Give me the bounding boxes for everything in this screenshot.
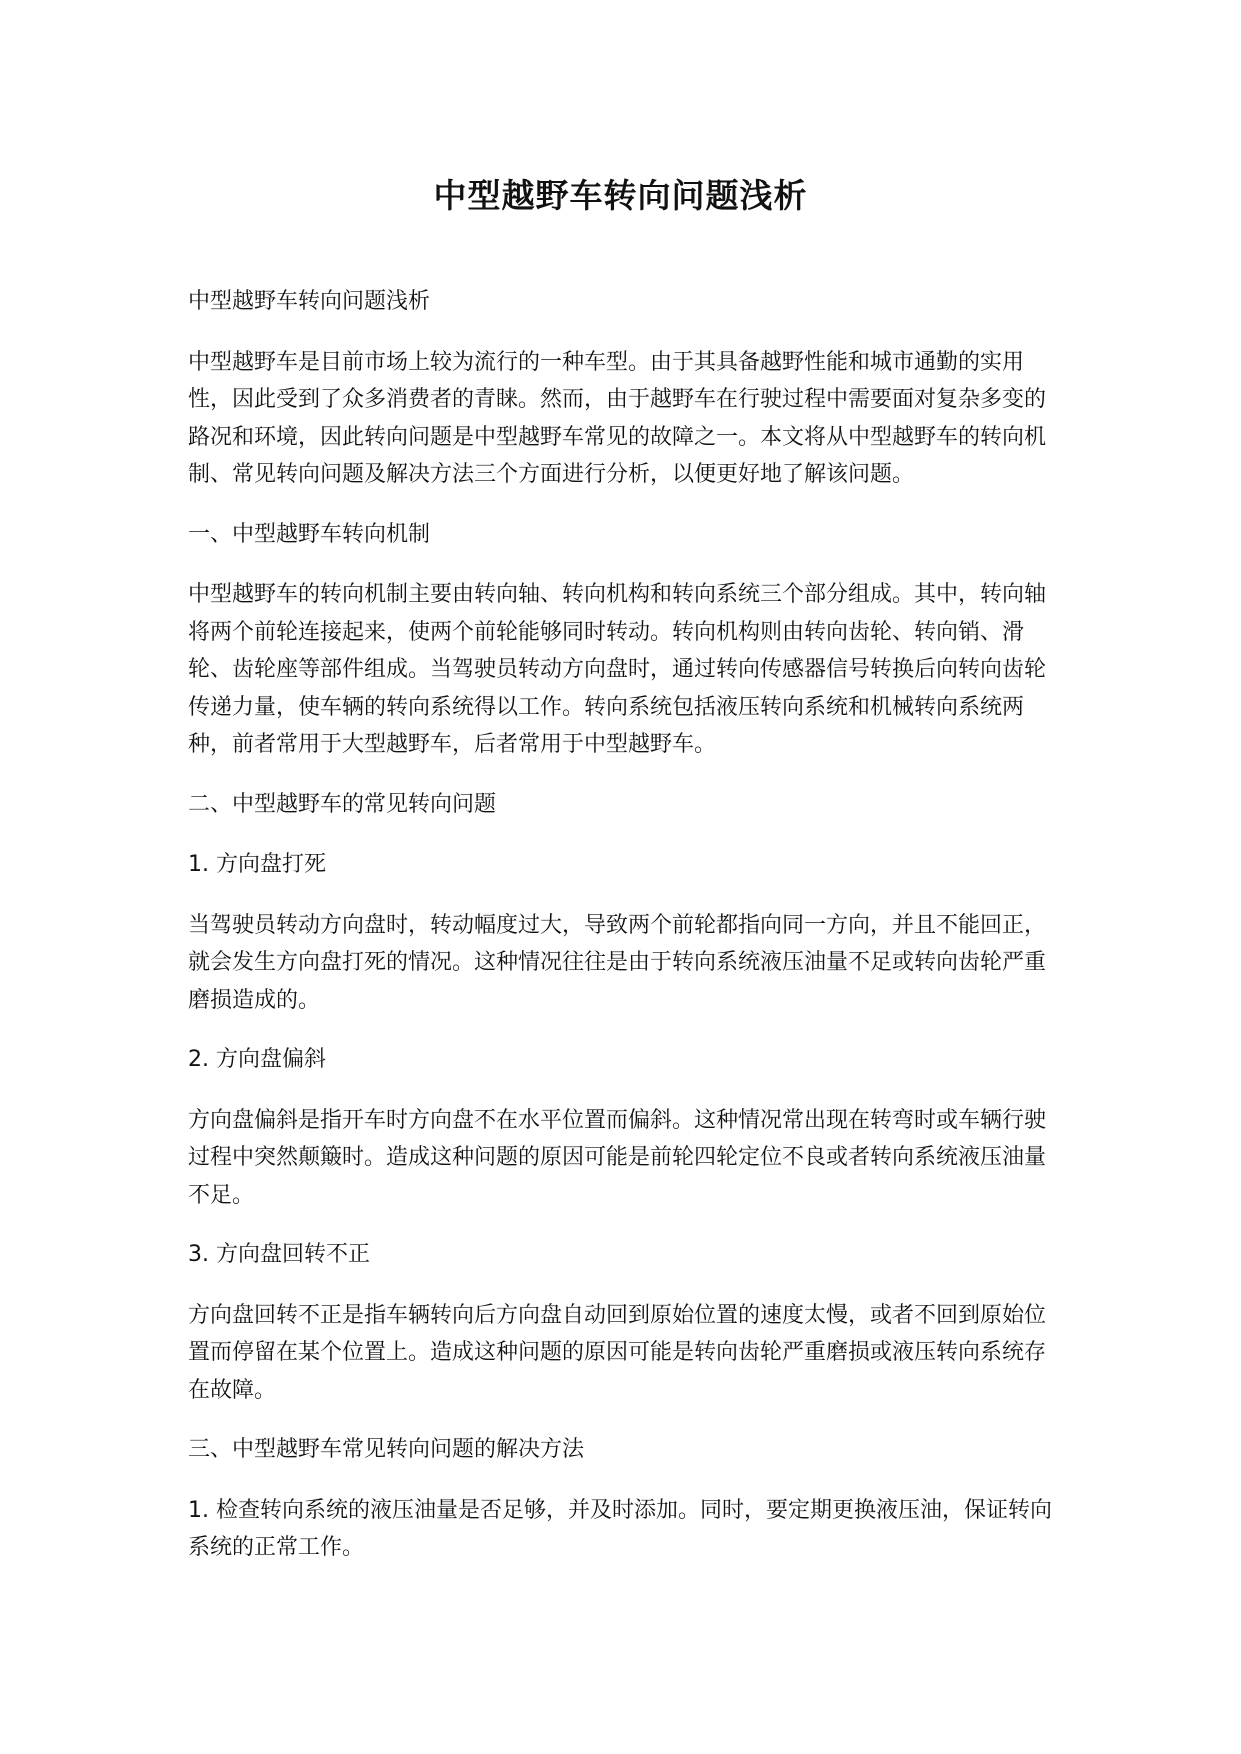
problem-2-heading: 2. 方向盘偏斜	[188, 1047, 326, 1072]
problem-2-paragraph: 方向盘偏斜是指开车时方向盘不在水平位置而偏斜。这种情况常出现在转弯时或车辆行驶过程中突然颠簸时。造成这种问题的原因可能是前轮四轮定位不良或者转向系统液压油量不足。	[188, 1107, 1047, 1208]
solution-1-paragraph: 1. 检查转向系统的液压油量是否足够，并及时添加。同时，要定期更换液压油，保证转向系统的正常工作。	[188, 1497, 1052, 1560]
intro-paragraph: 中型越野车是目前市场上较为流行的一种车型。由于其具备越野性能和城市通勤的实用性，因此受到了众多消费者的青睐。然而，由于越野车在行驶过程中需要面对复杂多变的路况和环境，因此转向问题是中型越野车常见的故障之一。本文将从中型越野车的转向机制、常见转向问题及解决方法三个方面进行分析，以便更好地了解该问题。	[188, 349, 1047, 487]
problem-1-paragraph: 当驾驶员转动方向盘时，转动幅度过大，导致两个前轮都指向同一方向，并且不能回正，就会发生方向盘打死的情况。这种情况往往是由于转向系统液压油量不足或转向齿轮严重磨损造成的。	[188, 912, 1047, 1013]
problem-1-heading: 1. 方向盘打死	[188, 852, 326, 877]
mechanism-paragraph: 中型越野车的转向机制主要由转向轴、转向机构和转向系统三个部分组成。其中，转向轴将两个前轮连接起来，使两个前轮能够同时转动。转向机构则由转向齿轮、转向销、滑轮、齿轮座等部件组成。当驾驶员转动方向盘时，通过转向传感器信号转换后向转向齿轮传递力量，使车辆的转向系统得以工作。转向系统包括液压转向系统和机械转向系统两种，前者常用于大型越野车，后者常用于中型越野车。	[188, 582, 1047, 757]
subtitle-paragraph: 中型越野车转向问题浅析	[188, 289, 431, 314]
document-title: 中型越野车转向问题浅析	[433, 176, 808, 215]
problem-3-heading: 3. 方向盘回转不正	[188, 1242, 370, 1267]
section-heading-solutions: 三、中型越野车常见转向问题的解决方法	[188, 1437, 585, 1462]
problem-3-paragraph: 方向盘回转不正是指车辆转向后方向盘自动回到原始位置的速度太慢，或者不回到原始位置而停留在某个位置上。造成这种问题的原因可能是转向齿轮严重磨损或液压转向系统存在故障。	[188, 1302, 1047, 1403]
document-body	[188, 283, 1056, 1589]
section-heading-problems: 二、中型越野车的常见转向问题	[188, 791, 497, 817]
section-heading-mechanism: 一、中型越野车转向机制	[188, 521, 431, 547]
